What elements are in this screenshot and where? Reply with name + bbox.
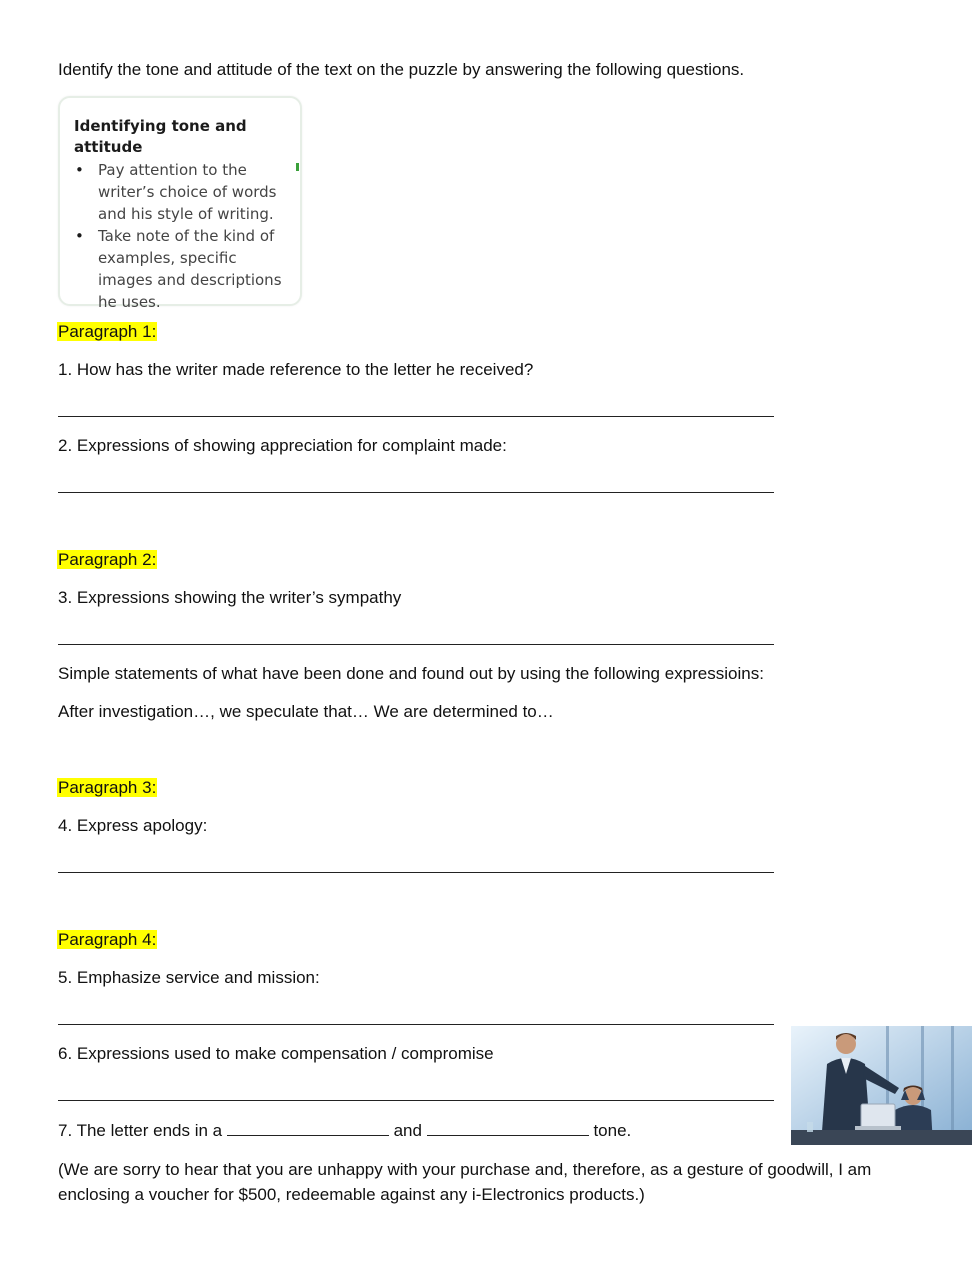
tip-item: • Pay attention to the writer’s choice of words and his style of writing. <box>75 161 277 223</box>
paragraph-4-heading: Paragraph 4: <box>58 930 157 949</box>
question-3: 3. Expressions showing the writer’s sympathy <box>58 588 402 607</box>
paragraph-1-heading: Paragraph 1: <box>58 322 157 341</box>
tip-list <box>74 159 289 313</box>
blank-2[interactable] <box>427 1120 589 1136</box>
tip-item: • Take note of the kind of examples, specific images and descriptions he uses. <box>75 227 282 311</box>
paragraph-2-heading: Paragraph 2: <box>58 550 157 569</box>
question-2: 2. Expressions of showing appreciation for complaint made: <box>58 436 507 455</box>
paragraph-3-heading: Paragraph 3: <box>58 778 157 797</box>
answer-line-2[interactable] <box>58 492 774 493</box>
answer-line-4[interactable] <box>58 872 774 873</box>
bullet-icon: • <box>75 227 84 245</box>
question-7: 7. The letter ends in a and tone. <box>58 1121 632 1140</box>
instructions: Identify the tone and attitude of the text on the puzzle by answering the following questions. <box>58 60 745 79</box>
green-mark <box>296 163 299 171</box>
note-expressions: After investigation…, we speculate that… We are determined to… <box>58 702 554 721</box>
note-statements: Simple statements of what have been done and found out by using the following expressioins: <box>58 664 764 683</box>
answer-line-3[interactable] <box>58 644 774 645</box>
answer-line-1[interactable] <box>58 416 774 417</box>
office-businessmen-photo <box>791 1026 972 1145</box>
question-6: 6. Expressions used to make compensation / compromise <box>58 1044 494 1063</box>
question-1: 1. How has the writer made reference to the letter he received? <box>58 360 534 379</box>
question-4: 4. Express apology: <box>58 816 208 835</box>
answer-line-6[interactable] <box>58 1100 774 1101</box>
bullet-icon: • <box>75 161 84 179</box>
question-5: 5. Emphasize service and mission: <box>58 968 320 987</box>
tip-box-title: Identifying tone and attitude <box>74 117 247 156</box>
closing-paragraph: (We are sorry to hear that you are unhappy with your purchase and, therefore, as a gesture of goodwill, I am enclosing a voucher for $500, redeemable against any i-Electronics products.) <box>58 1160 872 1204</box>
tip-box <box>58 96 302 311</box>
blank-1[interactable] <box>227 1120 389 1136</box>
answer-line-5[interactable] <box>58 1024 774 1025</box>
